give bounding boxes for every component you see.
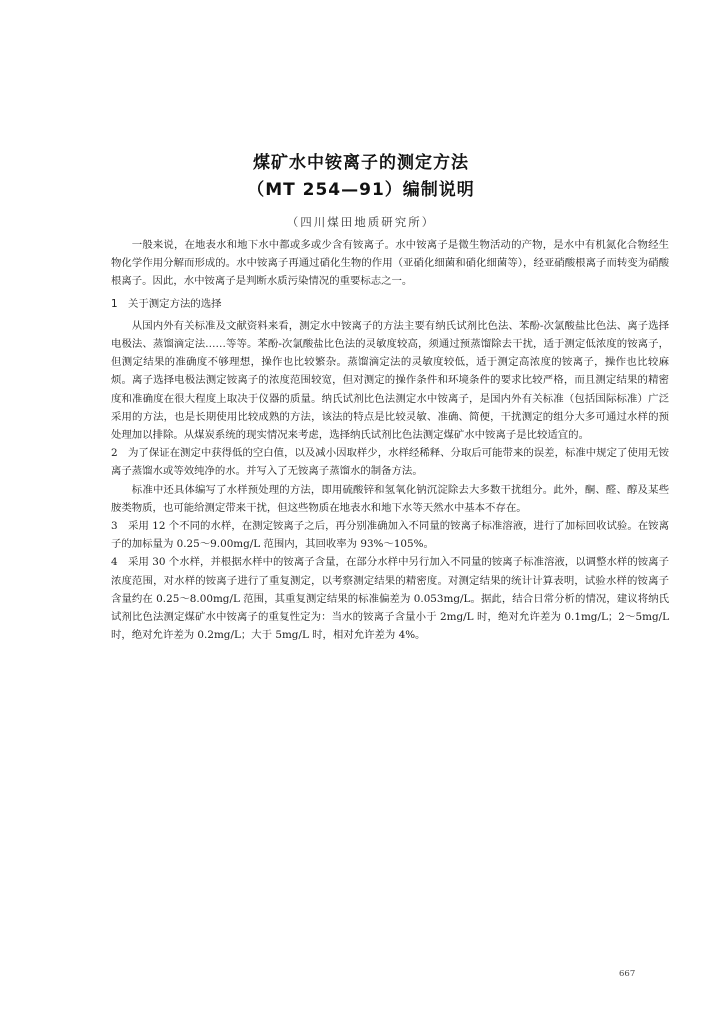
item-4-paragraph: 4 采用 30 个水样，并根据水样中的铵离子含量，在部分水样中另行加入不同量的铵离子标准溶液，以调整水样的铵离子浓度范围，对水样的铵离子进行了重复测定，以考察测定结果的精密度。对测定结果的统计计算表明，试验水样的铵离子含量约在 0.25～8.00mg/L 范围，其重复测定结果的标准偏差为 0.053mg/L。据此，结合日常分析的情况，建议将纳氏试剂比色法测定煤矿水中铵离子的重复性定为：当水的铵离子含量小于 2mg/L 时，绝对允许差为 0.1mg/L；2～5mg/L 时，绝对允许差为 0.2mg/L；大于 5mg/L 时，相对允许差为 4%。 [111, 556, 669, 642]
document-title: 煤矿水中铵离子的测定方法 [253, 153, 469, 173]
intro-paragraph: 一般来说，在地表水和地下水中都或多或少含有铵离子。水中铵离子是微生物活动的产物，是水中有机氮化合物经生物化学作用分解而形成的。水中铵离子再通过硝化生物的作用（亚硝化细菌和硝化细菌等），经亚硝酸根离子而转变为硝酸根离子。因此，水中铵离子是判断水质污染情况的重要标志之一。 [111, 239, 669, 288]
section-1-heading: 1 关于测定方法的选择 [111, 297, 222, 310]
item-3-paragraph: 3 采用 12 个不同的水样，在测定铵离子之后，再分别准确加入不同量的铵离子标准溶液，进行了加标回收试验。在铵离子的加标量为 0.25～9.00mg/L 范围内，其回收率为 93%～105%。 [111, 520, 669, 551]
affiliation: （四川煤田地质研究所） [286, 215, 436, 229]
section-1-paragraph: 从国内外有关标准及文献资料来看，测定水中铵离子的方法主要有纳氏试剂比色法、苯酚-次氯酸盐比色法、离子选择电极法、蒸馏滴定法……等等。苯酚-次氯酸盐比色法的灵敏度较高，须通过预蒸馏除去干扰，适于测定低浓度的铵离子，但测定结果的准确度不够理想，操作也比较繁杂。蒸馏滴定法的灵敏度较低，适于测定高浓度的铵离子，操作也比较麻烦。离子选择电极法测定铵离子的浓度范围较宽，但对测定的操作条件和环境条件的要求比较严格，而且测定结果的精密度和准确度在很大程度上取决于仪器的质量。纳氏试剂比色法测定水中铵离子，是国内外有关标准（包括国际标准）广泛采用的方法，也是长期使用比较成熟的方法，该法的特点是比较灵敏、准确、简便，干扰测定的组分大多可通过水样的预处理加以排除。从煤炭系统的现实情况来考虑，选择纳氏试剂比色法测定煤矿水中铵离子是比较适宜的。 [111, 319, 669, 442]
item-2-continuation: 标准中还具体编写了水样预处理的方法，即用硫酸锌和氢氧化钠沉淀除去大多数干扰组分。此外，酮、醛、醇及某些胺类物质，也可能给测定带来干扰，但这些物质在地表水和地下水等天然水中基本不存在。 [111, 483, 669, 514]
item-2-paragraph: 2 为了保证在测定中获得低的空白值，以及减小因取样少，水样经稀释、分取后可能带来的误差，标准中规定了使用无铵离子蒸馏水或等效纯净的水。并写入了无铵离子蒸馏水的制备方法。 [111, 447, 669, 478]
document-body [111, 236, 669, 644]
page-number: 667 [619, 969, 636, 979]
document-subtitle: （MT 254—91）编制说明 [247, 180, 475, 200]
